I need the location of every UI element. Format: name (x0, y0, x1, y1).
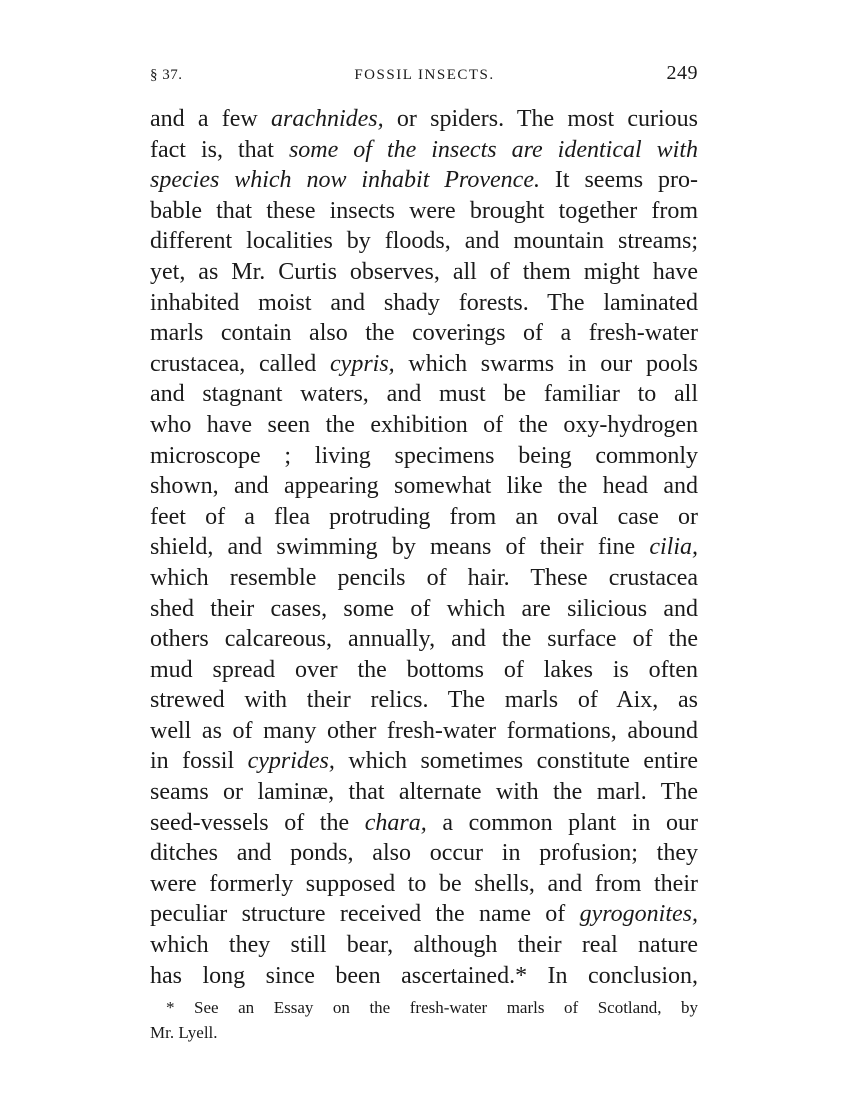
text-segment: shown, and appearing somewhat like the head and (150, 473, 698, 500)
text-line (150, 104, 698, 135)
text-segment: others calcareous, annually, and the surface of the (150, 626, 698, 653)
text-segment: inhabited moist and shady forests. The laminated (150, 289, 698, 316)
text-line (150, 257, 698, 288)
running-header (150, 62, 698, 98)
text-line (150, 746, 698, 777)
text-line (150, 716, 698, 747)
text-line (150, 318, 698, 349)
text-line (150, 899, 698, 930)
italic-text-segment: chara, (364, 809, 427, 836)
text-segment: ditches and ponds, also occur in profusion; they (150, 840, 698, 867)
text-segment: microscope ; living specimens being commonly (150, 442, 698, 469)
text-line (150, 226, 698, 257)
text-segment: which resemble pencils of hair. These crustacea (150, 564, 698, 591)
text-line (150, 135, 698, 166)
italic-text-segment: some of the insects are identical with (288, 136, 698, 163)
italic-text-segment: gyrogonites, (579, 901, 698, 928)
page-number: 249 (666, 62, 698, 84)
text-line (150, 869, 698, 900)
text-segment: in fossil (150, 748, 248, 775)
text-line (150, 838, 698, 869)
text-segment: well as of many other fresh-water formations, abound (150, 717, 698, 744)
text-line (150, 471, 698, 502)
italic-text-segment: cypris, (330, 350, 395, 377)
text-line (150, 930, 698, 961)
text-segment: crustacea, called (150, 350, 331, 377)
text-line (150, 594, 698, 625)
text-segment: and stagnant waters, and must be familiar to all (150, 381, 698, 408)
text-segment: were formerly supposed to be shells, and from their (150, 870, 698, 897)
footnote-line: Mr. Lyell. (150, 1023, 218, 1043)
text-line (150, 196, 698, 227)
text-segment: who have seen the exhibition of the oxy-hydrogen (150, 411, 698, 438)
italic-text-segment: cilia, (649, 534, 698, 561)
text-segment: yet, as Mr. Curtis observes, all of them might have (150, 258, 698, 285)
book-page (150, 62, 698, 1045)
text-segment: strewed with their relics. The marls of Aix, as (150, 687, 698, 714)
text-line (150, 685, 698, 716)
text-line (150, 165, 698, 196)
text-segment: which sometimes constitute entire (334, 748, 698, 775)
text-segment: fact is, that (150, 136, 289, 163)
italic-text-segment: cyprides, (247, 748, 335, 775)
text-segment: mud spread over the bottoms of lakes is often (150, 656, 698, 683)
text-segment: It seems pro- (539, 167, 698, 194)
text-line (150, 288, 698, 319)
text-line (150, 563, 698, 594)
italic-text-segment: species which now inhabit Provence. (150, 167, 540, 194)
text-line (150, 808, 698, 839)
text-segment: bable that these insects were brought together from (150, 197, 698, 224)
text-segment: shield, and swimming by means of their fine (150, 534, 650, 561)
text-segment: seed-vessels of the (150, 809, 365, 836)
text-line (150, 502, 698, 533)
text-line (150, 349, 698, 380)
text-line (150, 624, 698, 655)
footnote (150, 995, 698, 1045)
text-segment: which they still bear, although their real nature (150, 932, 698, 959)
text-line (150, 655, 698, 686)
body-text (150, 104, 698, 991)
text-segment: shed their cases, some of which are silicious and (150, 595, 698, 622)
text-line (150, 441, 698, 472)
text-line (150, 532, 698, 563)
text-segment: has long since been ascertained.* In conclusion, (150, 962, 698, 989)
section-number: § 37. (150, 67, 183, 83)
text-segment: a common plant in our (426, 809, 698, 836)
text-line (150, 961, 698, 992)
text-line (150, 379, 698, 410)
text-line (150, 410, 698, 441)
text-segment: and a few (150, 106, 271, 132)
text-segment: seams or laminæ, that alternate with the marl. The (150, 779, 698, 806)
text-segment: marls contain also the coverings of a fresh-water (150, 320, 698, 347)
italic-text-segment: arachnides, (270, 106, 384, 132)
text-segment: peculiar structure received the name of (150, 901, 580, 928)
text-line (150, 777, 698, 808)
text-segment: feet of a flea protruding from an oval case or (150, 503, 698, 530)
text-segment: different localities by floods, and mountain streams; (150, 228, 698, 255)
text-segment: or spiders. The most curious (383, 106, 698, 132)
text-segment: which swarms in our pools (394, 350, 698, 377)
footnote-line: * See an Essay on the fresh-water marls of Scotland, by (166, 998, 698, 1018)
running-title: FOSSIL INSECTS. (354, 67, 495, 83)
